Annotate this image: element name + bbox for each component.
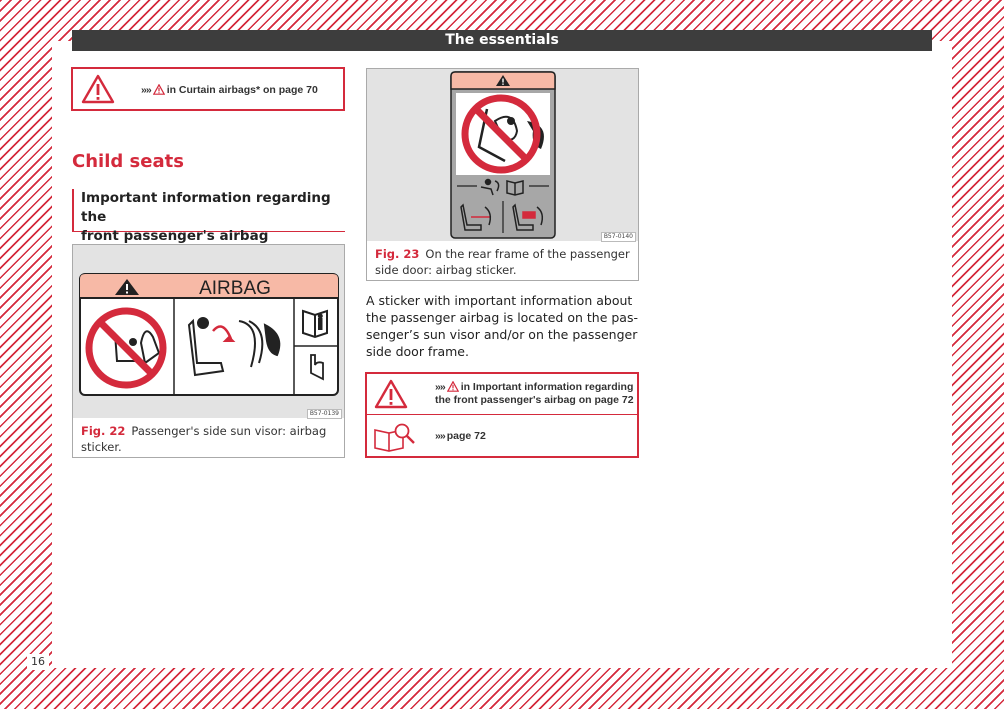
- figure-23: [366, 68, 639, 281]
- book-search-icon: [372, 422, 418, 452]
- page-number: 16: [27, 654, 49, 670]
- door-frame-sticker-image: [367, 69, 638, 241]
- page-72-reference[interactable]: »» page 72: [435, 430, 486, 442]
- door-sticker-illustration: [367, 69, 638, 241]
- sticker-airbag-title: AIRBAG: [199, 278, 271, 299]
- important-info-airbag-reference[interactable]: »» in Important information regarding the front passenger's airbag on page 72: [435, 381, 634, 406]
- figure-22-caption-line-1: Passenger's side sun visor: airbag: [131, 424, 327, 438]
- box-divider: [367, 414, 639, 415]
- figure-22-caption: [81, 423, 326, 455]
- figure-23-caption-line-2: side door: airbag sticker.: [375, 263, 517, 277]
- small-warning-icon: [153, 84, 165, 95]
- airbag-sticker-illustration: [73, 245, 344, 418]
- figure-22-label: Fig. 22: [81, 424, 126, 438]
- warning-triangle-icon: [374, 379, 408, 409]
- curtain-airbag-reference[interactable]: »» in Curtain airbags* on page 70: [141, 84, 318, 96]
- section-subtitle: [72, 189, 345, 244]
- small-warning-icon: [447, 381, 459, 392]
- passenger-airbag-reference-box: [365, 372, 639, 458]
- figure-23-caption: [375, 246, 630, 278]
- subtitle-line-2: front passenger's airbag: [81, 228, 269, 244]
- body-line-2: the passenger airbag is located on the pas-: [366, 310, 638, 325]
- body-line-1: A sticker with important information about: [366, 293, 633, 308]
- chapter-header: The essentials: [72, 30, 932, 51]
- curtain-airbag-warning-box: [71, 67, 345, 111]
- figure-22: [72, 244, 345, 458]
- body-paragraph: [366, 292, 638, 360]
- figure-22-caption-line-2: sticker.: [81, 440, 122, 454]
- figure-23-label: Fig. 23: [375, 247, 420, 261]
- section-title: Child seats: [72, 151, 184, 172]
- page-ref-arrows: »»: [435, 430, 445, 442]
- subtitle-line-1: Important information regarding the: [81, 190, 331, 225]
- figure-23-caption-line-1: On the rear frame of the passenger: [425, 247, 630, 261]
- figure-22-code: B57-0139: [307, 409, 342, 419]
- sun-visor-sticker-image: [73, 245, 344, 418]
- body-line-3: senger’s sun visor and/or on the passenger: [366, 327, 638, 342]
- body-line-4: side door frame.: [366, 344, 469, 359]
- figure-23-code: B57-0140: [601, 232, 636, 242]
- warning-triangle-icon: [81, 74, 115, 104]
